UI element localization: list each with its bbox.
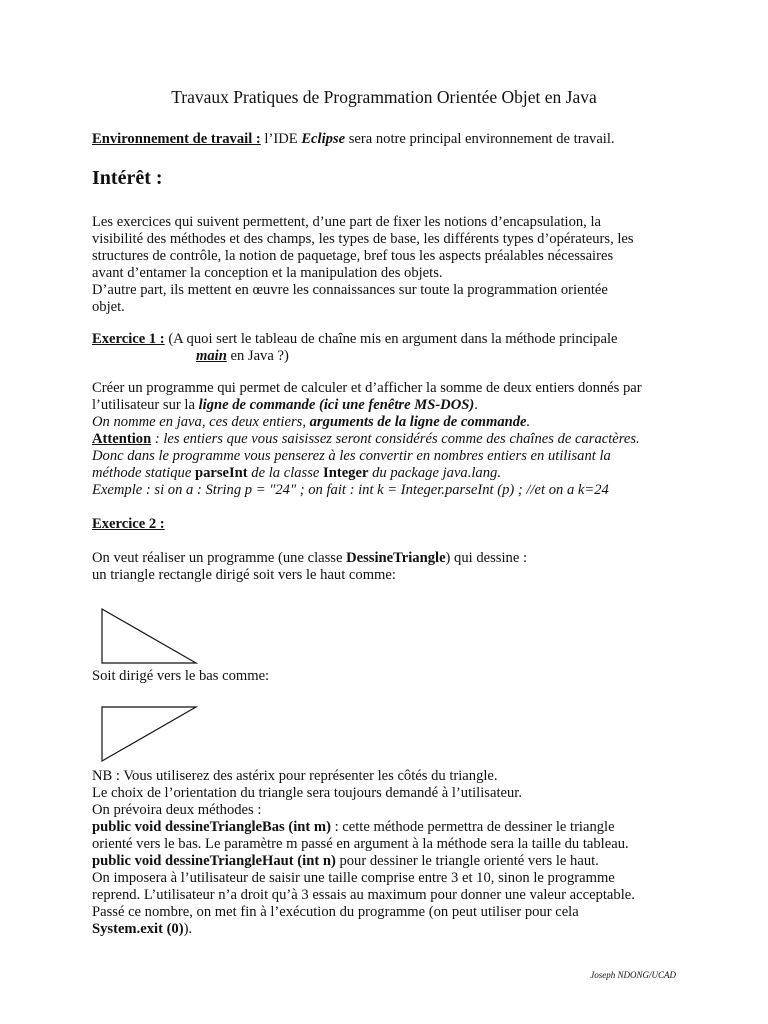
exercise-1-question-end: en Java ?) bbox=[226, 348, 289, 364]
parseint-term: parseInt bbox=[194, 465, 248, 481]
exercise-2-line: un triangle rectangle dirigé soit vers le haut comme: bbox=[92, 567, 396, 583]
example-line: Exemple : si on a : String p = "24" ; on fait : int k = Integer.parseInt (p) ; //et on a k=24 bbox=[92, 482, 609, 498]
text-span: On nomme en java, ces deux entiers, bbox=[92, 414, 310, 430]
method-signature: public void dessineTriangleHaut (int n) bbox=[92, 853, 336, 869]
constraint-line: On imposera à l’utilisateur de saisir une taille comprise entre 3 et 10, sinon le programme bbox=[92, 870, 615, 886]
page-footer: Joseph NDONG/UCAD bbox=[590, 970, 676, 980]
text-span: méthode statique bbox=[92, 465, 195, 481]
exercise-1-line: Créer un programme qui permet de calculer et d’afficher la somme de deux entiers donnés par bbox=[92, 380, 642, 396]
text-span: . bbox=[474, 397, 478, 413]
nb-line: NB : Vous utiliserez des astérix pour représenter les côtés du triangle. bbox=[92, 768, 498, 784]
triangle-up-shape bbox=[102, 609, 196, 663]
exercise-1-question-cont bbox=[92, 348, 692, 365]
interet-line: structures de contrôle, la notion de paquetage, bref tous les aspects préalables nécessaires bbox=[92, 248, 614, 264]
constraint-line: reprend. L’utilisateur n’a droit qu’à 3 essais au maximum pour donner une valeur acceptable. bbox=[92, 887, 635, 903]
exercise-2-line: Soit dirigé vers le bas comme: bbox=[92, 668, 270, 684]
exercise-2-intro bbox=[92, 550, 692, 584]
exercise-1-body bbox=[92, 380, 692, 499]
text-span: ) qui dessine : bbox=[445, 550, 528, 566]
text-span: du package java.lang. bbox=[368, 465, 501, 481]
class-name: DessineTriangle bbox=[346, 550, 446, 566]
environment-line bbox=[92, 131, 692, 148]
main-keyword: main bbox=[196, 348, 227, 364]
ide-name: Eclipse bbox=[301, 131, 346, 147]
triangle-up-figure bbox=[92, 607, 202, 667]
exercise-2-label: Exercice 2 : bbox=[92, 516, 165, 532]
environment-text-pre: l’IDE bbox=[260, 131, 302, 147]
nb-line: On prévoira deux méthodes : bbox=[92, 802, 262, 818]
exercise-1-line bbox=[92, 414, 692, 431]
method-line bbox=[92, 819, 692, 836]
exercise-2-line bbox=[92, 550, 692, 567]
constraint-line bbox=[92, 921, 692, 938]
exercise-1-line: Donc dans le programme vous penserez à les convertir en nombres entiers en utilisant la bbox=[92, 448, 611, 464]
text-span: de la classe bbox=[247, 465, 324, 481]
text-span: pour dessiner le triangle orienté vers le haut. bbox=[335, 853, 599, 869]
text-span: ). bbox=[183, 921, 193, 937]
exercise-2-details bbox=[92, 768, 692, 938]
interet-line: Les exercices qui suivent permettent, d’une part de fixer les notions d’encapsulation, la bbox=[92, 214, 601, 230]
constraint-line: Passé ce nombre, on met fin à l’exécution du programme (on peut utiliser pour cela bbox=[92, 904, 579, 920]
method-line bbox=[92, 853, 692, 870]
interet-paragraph bbox=[92, 214, 692, 316]
text-span: : cette méthode permettra de dessiner le triangle bbox=[330, 819, 615, 835]
exercise-1-question: (A quoi sert le tableau de chaîne mis en argument dans la méthode principale bbox=[164, 331, 618, 347]
method-signature: public void dessineTriangleBas (int m) bbox=[92, 819, 331, 835]
command-line-term: ligne de commande (ici une fenêtre MS-DOS) bbox=[198, 397, 475, 413]
attention-line bbox=[92, 431, 692, 448]
environment-label: Environnement de travail : bbox=[92, 131, 261, 147]
attention-text: : les entiers que vous saisissez seront considérés comme des chaînes de caractères. bbox=[151, 431, 640, 447]
integer-term: Integer bbox=[323, 465, 369, 481]
exercise-1-line bbox=[92, 465, 692, 482]
nb-line: Le choix de l’orientation du triangle sera toujours demandé à l’utilisateur. bbox=[92, 785, 522, 801]
interet-line: D’autre part, ils mettent en œuvre les connaissances sur toute la programmation orientée bbox=[92, 282, 608, 298]
exercise-1-label: Exercice 1 : bbox=[92, 331, 165, 347]
text-span: On veut réaliser un programme (une classe bbox=[92, 550, 347, 566]
interet-line: objet. bbox=[92, 299, 125, 315]
method-line: orienté vers le bas. Le paramètre m passé en argument à la méthode sera la taille du tableau. bbox=[92, 836, 629, 852]
arguments-term: arguments de la ligne de commande bbox=[309, 414, 527, 430]
system-exit-term: System.exit (0) bbox=[92, 921, 184, 937]
exercise-1-line bbox=[92, 397, 692, 414]
triangle-down-shape bbox=[102, 707, 196, 761]
triangle-down-figure bbox=[92, 705, 202, 765]
interet-line: avant d’entamer la conception et la manipulation des objets. bbox=[92, 265, 443, 281]
page-title: Travaux Pratiques de Programmation Orientée Objet en Java bbox=[171, 87, 597, 107]
exercise-1 bbox=[92, 331, 692, 365]
text-span: l’utilisateur sur la bbox=[92, 397, 199, 413]
environment-text-post: sera notre principal environnement de travail. bbox=[345, 131, 615, 147]
text-span: . bbox=[526, 414, 531, 430]
exercise-1-header bbox=[92, 331, 692, 348]
attention-label: Attention bbox=[92, 431, 152, 447]
interet-line: visibilité des méthodes et des champs, les types de base, les différents types d’opérateurs, les bbox=[92, 231, 634, 247]
interet-heading: Intérêt : bbox=[92, 167, 163, 189]
